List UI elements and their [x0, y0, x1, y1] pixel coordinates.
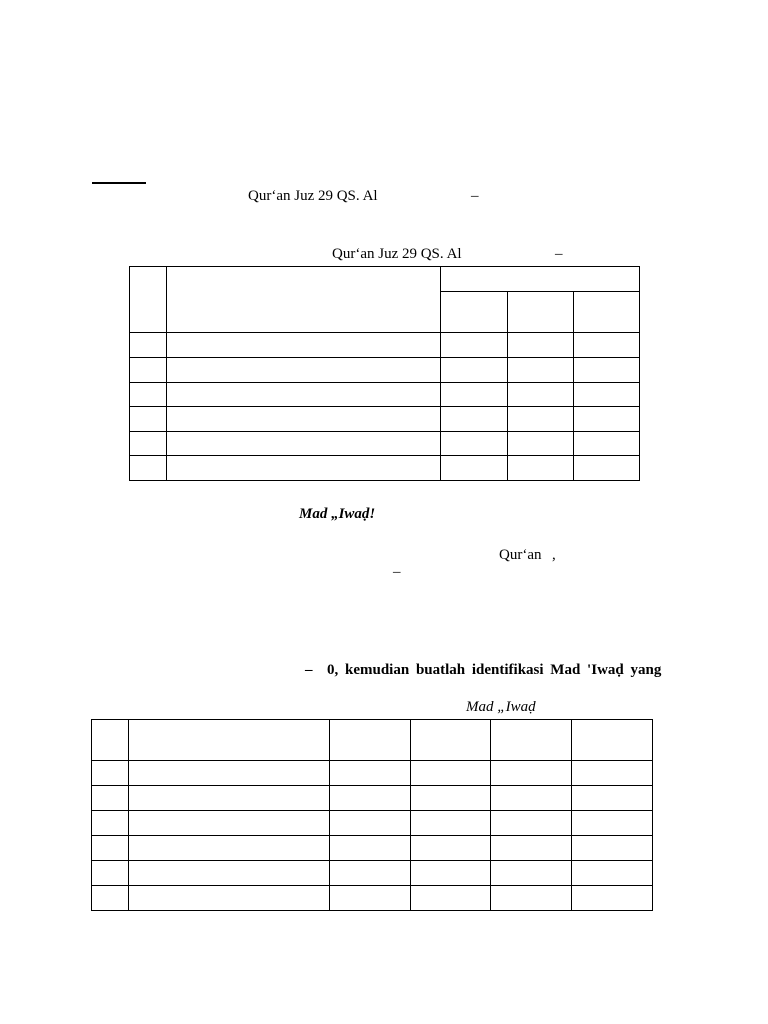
- table-1-header-main: [167, 267, 441, 333]
- table-row: [92, 836, 653, 861]
- table-1: [129, 266, 640, 481]
- instruction-dash: –: [305, 662, 313, 678]
- table2-caption: Mad „Iwaḍ: [466, 699, 536, 715]
- table-row: [130, 383, 640, 407]
- table-row: [130, 407, 640, 432]
- table-row: [92, 786, 653, 811]
- table-row: [130, 456, 640, 481]
- line3-comma: ,: [552, 547, 556, 563]
- table-row: [92, 886, 653, 911]
- table-row: [92, 761, 653, 786]
- table-row: [130, 333, 640, 358]
- section2-title: Mad „Iwaḍ!: [299, 506, 376, 522]
- table-2: [91, 719, 653, 911]
- instruction-text: 0, kemudian buatlah identifikasi Mad 'Iwaḍ yang: [327, 662, 662, 678]
- table-1-subheader: [508, 292, 574, 333]
- table-1-header-no: [130, 267, 167, 333]
- table-2-header: [92, 720, 653, 761]
- table-row: [130, 432, 640, 456]
- line2-text: Qur‘an Juz 29 QS. Al: [332, 246, 462, 262]
- table-1-subheader: [574, 292, 640, 333]
- line1-dash: –: [471, 188, 479, 204]
- table-1-header-group: [441, 267, 640, 292]
- heading-underline: [92, 182, 146, 184]
- table-row: [92, 861, 653, 886]
- table-1-subheader: [441, 292, 508, 333]
- line3-dash: –: [393, 564, 401, 580]
- line3-quran: Qur‘an: [499, 547, 542, 563]
- table-row: [92, 811, 653, 836]
- line1-text: Qur‘an Juz 29 QS. Al: [248, 188, 378, 204]
- table-row: [130, 358, 640, 383]
- line2-dash: –: [555, 246, 563, 262]
